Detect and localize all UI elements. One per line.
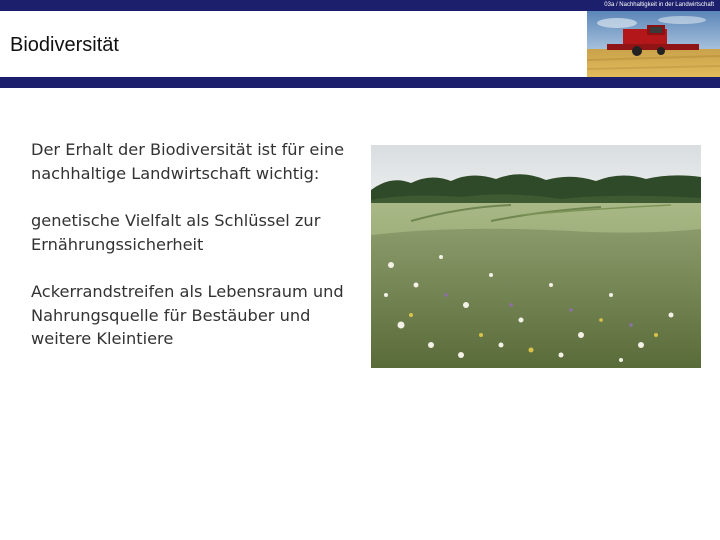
combine-harvester-image bbox=[587, 11, 720, 77]
header-bottom-bar bbox=[0, 77, 720, 88]
field-margin-illustration bbox=[371, 145, 701, 368]
bullet-text bbox=[31, 138, 361, 375]
paragraph-field-margins: Ackerrandstreifen als Lebensraum und Nahrungsquelle für Bestäuber und weitere Kleintiere bbox=[31, 282, 344, 348]
paragraph-genetic-diversity: genetische Vielfalt als Schlüssel zur Ernährungssicherheit bbox=[31, 211, 321, 254]
top-header-bar bbox=[0, 0, 720, 11]
title-area bbox=[0, 11, 587, 77]
paragraph-intro: Der Erhalt der Biodiversität ist für eine nachhaltige Landwirtschaft wichtig: bbox=[31, 140, 345, 183]
breadcrumb: 03a / Nachhaltigkeit in der Landwirtschaft bbox=[604, 2, 714, 8]
combine-harvester-illustration bbox=[587, 11, 720, 77]
page-title: Biodiversität bbox=[10, 34, 119, 56]
field-margin-photo bbox=[371, 145, 701, 368]
